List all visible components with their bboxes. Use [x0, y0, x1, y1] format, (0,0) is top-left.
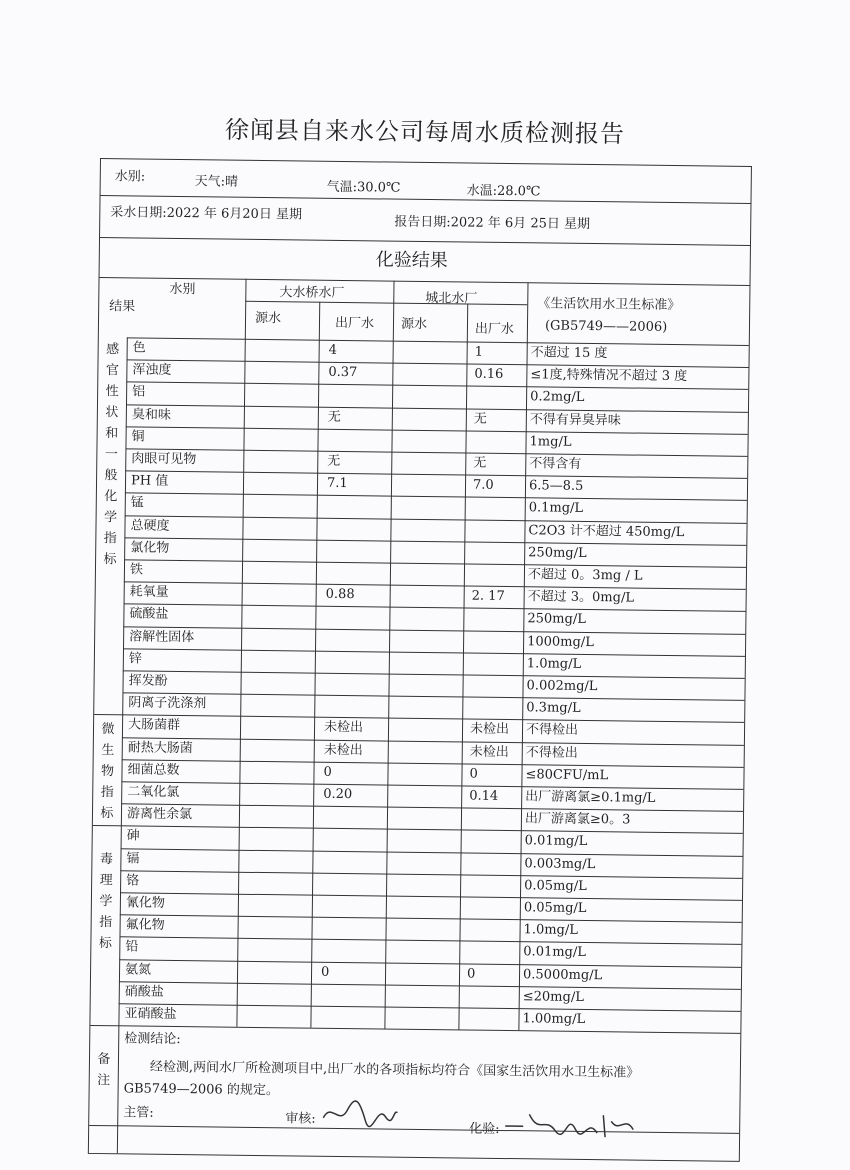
standard-value: 0.2mg/L: [530, 389, 585, 406]
item-name: 细菌总数: [127, 762, 180, 778]
plant2-outlet-value: 0: [469, 766, 478, 782]
plant2-outlet-value: 0: [466, 966, 476, 982]
tester-signature: [503, 1108, 653, 1142]
item-name: 浑浊度: [132, 362, 172, 379]
standard-value: ≤20mg/L: [522, 989, 584, 1005]
standard-value: 1.0mg/L: [526, 656, 582, 672]
standard-value: 0.5000mg/L: [522, 966, 603, 983]
standard-value: 250mg/L: [527, 611, 586, 628]
standard-value: ≤80CFU/mL: [525, 767, 609, 784]
plant2-label: 城北水厂: [425, 290, 478, 307]
item-name: 溶解性固体: [129, 628, 195, 645]
plant1-outlet-value: 0.20: [323, 786, 353, 803]
plant1-outlet-value: 未检出: [323, 742, 363, 758]
item-name: PH 值: [130, 473, 169, 490]
item-name: 大肠菌群: [127, 717, 181, 734]
standard-value: 出厂游离氯≥0。3: [524, 811, 631, 828]
plant1-outlet-value: 7.1: [326, 475, 348, 492]
standard-value: 1.00mg/L: [522, 1011, 586, 1027]
conclusion-line-2: GB5749—2006 的规定。: [123, 1081, 279, 1099]
standard-value: 0.05mg/L: [524, 878, 587, 894]
plant1-outlet-value: 0: [323, 764, 332, 780]
item-name: 铬: [126, 873, 140, 889]
group-label-sensory: 感官性状和一般化学指标: [103, 342, 120, 568]
item-name: 游离性余氯: [126, 806, 193, 823]
standard-label-2: (GB5749——2006): [544, 318, 668, 335]
standard-value: 不超过 15 度: [530, 345, 608, 362]
plant2-outlet-value: 0.16: [474, 366, 504, 383]
item-name: 硫酸盐: [129, 606, 169, 623]
item-name: 耐热大肠菌: [127, 739, 193, 756]
air-temperature: 气温:30.0℃: [326, 179, 401, 196]
standard-value: 0.01mg/L: [524, 833, 588, 850]
plant1-outlet-header: 出厂水: [334, 315, 375, 332]
item-name: 砷: [126, 828, 140, 844]
standard-value: 1mg/L: [529, 434, 572, 450]
standard-value: C2O3 计不超过 450mg/L: [528, 522, 685, 540]
standard-value: 不得检出: [525, 744, 578, 761]
weather: 天气:晴: [194, 174, 239, 190]
item-name: 铝: [132, 384, 146, 400]
standard-value: 不超过 3。0mg/L: [527, 589, 635, 606]
item-name: 锌: [128, 651, 142, 667]
supervisor-label: 主管:: [123, 1105, 154, 1121]
item-name: 阴离子洗涤剂: [128, 695, 207, 712]
plant1-source-header: 源水: [254, 310, 282, 327]
plant2-outlet-value: 未检出: [469, 744, 509, 760]
standard-value: 1000mg/L: [527, 633, 594, 650]
reviewer-signature: [319, 1098, 399, 1129]
plant1-outlet-value: 0.37: [328, 364, 358, 381]
water-type-label: 水别:: [114, 169, 146, 185]
report-title: 徐闻县自来水公司每周水质检测报告: [224, 115, 626, 149]
item-name: 氰化物: [125, 895, 166, 911]
plant1-label: 大水桥水厂: [279, 285, 345, 301]
corner-top-label: 水别: [169, 281, 196, 298]
item-name: 氨氮: [124, 961, 152, 978]
plant2-source-header: 源水: [400, 316, 428, 333]
plant2-outlet-value: 无: [473, 455, 487, 471]
item-name: 铜: [131, 429, 145, 445]
standard-value: 0.3mg/L: [526, 700, 581, 717]
corner-bottom-label: 结果: [109, 299, 136, 315]
item-name: 镉: [126, 850, 140, 867]
plant2-outlet-value: 7.0: [472, 477, 494, 494]
plant1-outlet-value: 无: [327, 453, 341, 469]
plant1-outlet-value: 无: [327, 409, 341, 425]
plant2-outlet-value: 无: [473, 411, 487, 427]
sampling-date: 采水日期:2022 年 6月20日 星期: [110, 205, 303, 223]
standard-value: 0.01mg/L: [523, 944, 587, 961]
item-name: 硝酸盐: [124, 984, 164, 1000]
plant1-outlet-value: 0.88: [325, 586, 355, 603]
item-name: 总硬度: [130, 517, 170, 534]
plant2-outlet-header: 出厂水: [474, 321, 515, 338]
standard-value: 0.05mg/L: [523, 900, 587, 916]
item-name: 氟化物: [125, 917, 165, 934]
standard-value: 0.003mg/L: [524, 855, 596, 872]
item-name: 挥发酚: [128, 673, 168, 689]
standard-value: 不超过 0。3mg / L: [527, 567, 643, 584]
plant2-outlet-value: 未检出: [469, 721, 510, 738]
plant1-outlet-value: 未检出: [323, 720, 364, 736]
group-label-microbial: 微生物指标: [100, 722, 115, 822]
standard-label-1: 《生活饮用水卫生标准》: [537, 296, 681, 314]
standard-value: ≤1度,特殊情况不超过 3 度: [530, 367, 688, 385]
conclusion-line-1: 经检测,两间水厂所检测项目中,出厂水的各项指标均符合《国家生活饮用水卫生标准》: [149, 1059, 640, 1081]
item-name: 铅: [125, 939, 139, 955]
report-date: 报告日期:2022 年 6月 25日 星期: [394, 214, 591, 232]
section-title: 化验结果: [375, 249, 448, 272]
standard-value: 出厂游离氯≥0.1mg/L: [525, 789, 656, 806]
standard-value: 0.002mg/L: [526, 678, 598, 695]
standard-value: 6.5—8.5: [528, 478, 584, 495]
reviewer-label: 审核:: [285, 1111, 316, 1127]
plant2-outlet-value: 1: [474, 344, 484, 360]
item-name: 臭和味: [131, 407, 171, 423]
item-name: 肉眼可见物: [131, 451, 197, 468]
item-name: 铁: [129, 562, 144, 578]
item-name: 氯化物: [130, 540, 170, 556]
item-name: 锰: [130, 495, 144, 511]
item-name: 二氧化氯: [127, 784, 180, 801]
item-name: 亚硝酸盐: [124, 1006, 177, 1022]
item-name: 耗氧量: [129, 584, 169, 601]
standard-value: 不得含有: [529, 456, 582, 472]
tester-label: 化验:: [469, 1121, 500, 1137]
group-label-toxicology: 毒理学指标: [98, 852, 114, 952]
item-name: 色: [132, 340, 146, 356]
standard-value: 1.0mg/L: [523, 922, 579, 939]
standard-value: 不得检出: [525, 722, 579, 739]
plant2-outlet-value: 0.14: [469, 788, 499, 804]
water-temperature: 水温:28.0℃: [466, 183, 541, 200]
conclusion-label: 检测结论:: [124, 1031, 181, 1048]
report-table: [88, 158, 752, 1162]
remarks-label: 备注: [97, 1052, 111, 1089]
plant2-outlet-value: 2. 17: [471, 588, 505, 605]
plant1-outlet-value: 4: [328, 342, 338, 358]
standard-value: 250mg/L: [528, 545, 587, 561]
plant1-outlet-value: 0: [320, 964, 330, 980]
standard-value: 不得有异臭异味: [529, 411, 621, 428]
standard-value: 0.1mg/L: [528, 500, 584, 517]
